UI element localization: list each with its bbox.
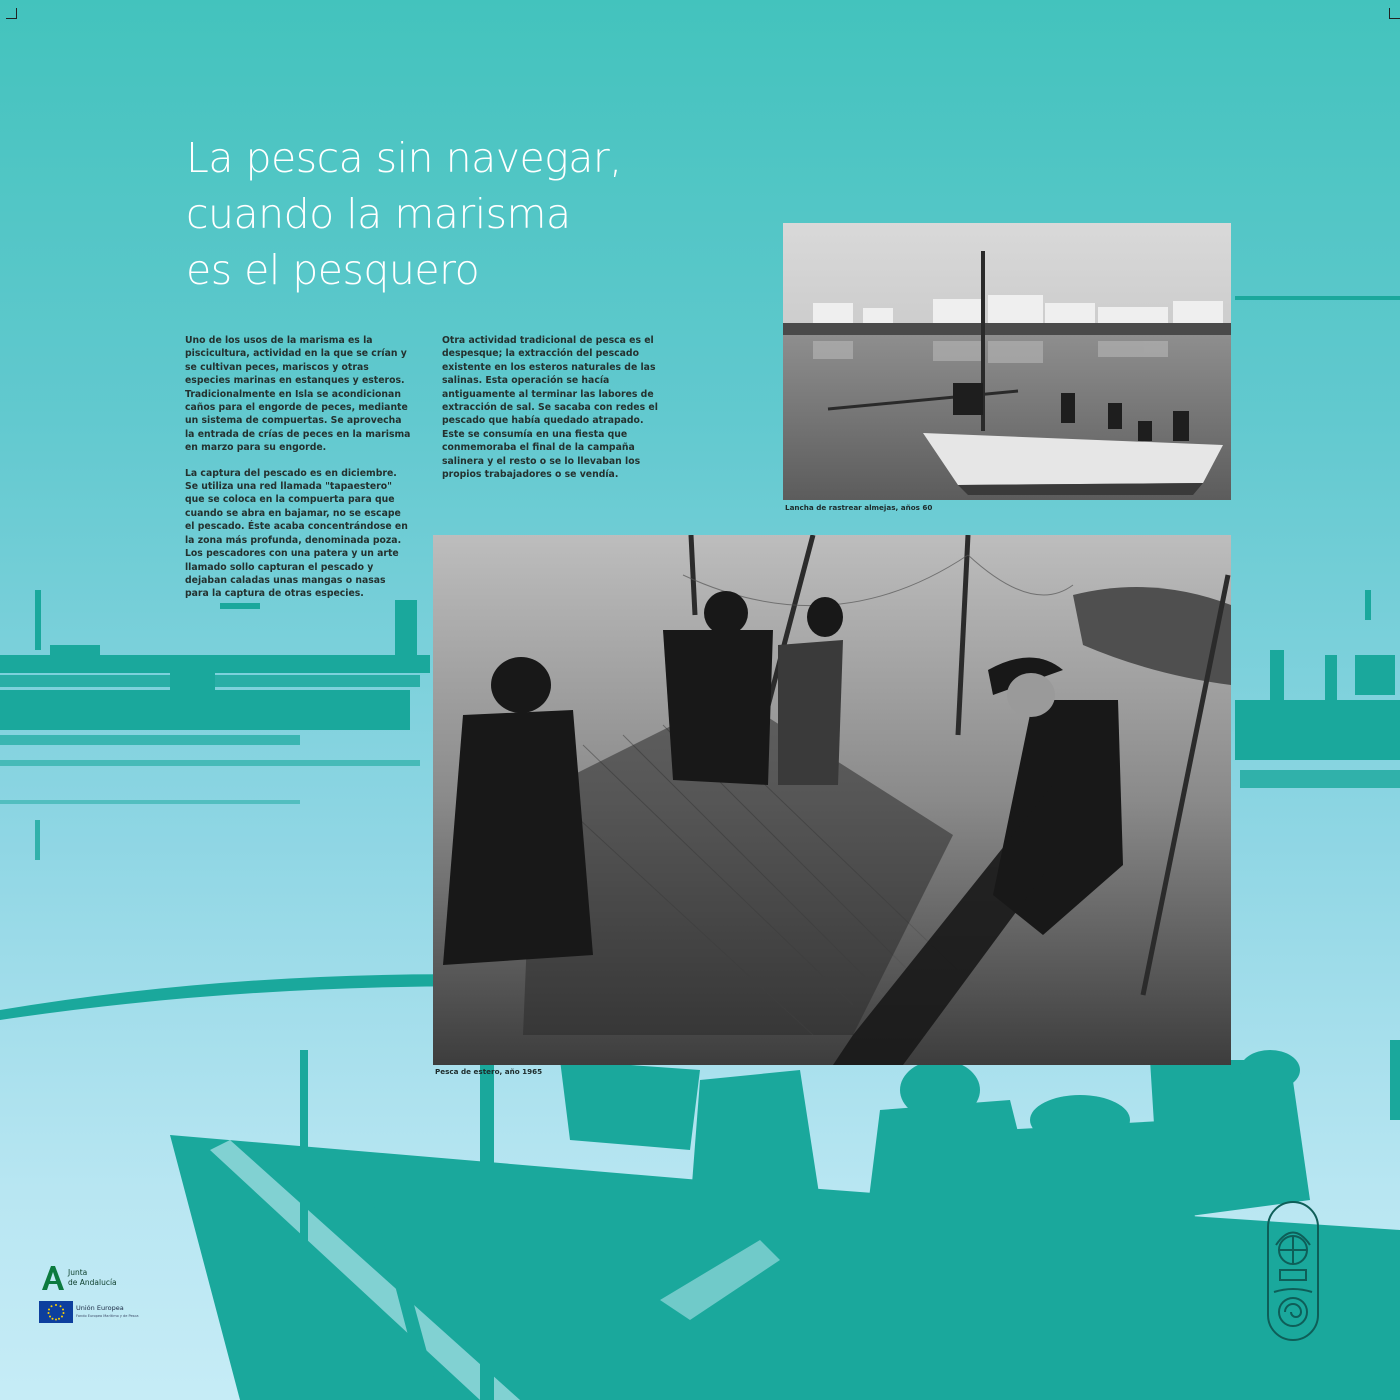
paragraph: Otra actividad tradicional de pesca es el despesque; la extracción del pescado existente en los esteros naturales de las salinas. Esta operación se hacía antiguamente al terminar las labores de extracción de sal. Se sacaba con redes el pescado que había quedado atrapado. Este se consumía en una fiesta que conmemoraba el final de la campaña salinera y el resto o se lo llevaban los propios trabajadores o se vendía.	[442, 335, 658, 481]
heraldic-emblem-icon	[1266, 1200, 1320, 1342]
title-line-3: es el pesquero	[186, 246, 480, 294]
eu-flag-icon	[39, 1301, 73, 1323]
photo-estuary-fishing	[433, 535, 1231, 1065]
text-column-right	[442, 334, 668, 493]
junta-a-icon	[40, 1264, 66, 1292]
paragraph: Uno de los usos de la marisma es la piscicultura, actividad en la que se crían y se cultivan peces, mariscos y otras especies marinas en estanques y esteros. Tradicionalmente en Isla se acondicionan caños para el engorde de peces, mediante un sistema de compuertas. Se aprovecha la entrada de crías de peces en la marisma en marzo para su engorde.	[185, 335, 411, 454]
text-column-left	[185, 334, 411, 613]
junta-name-line2: de Andalucía	[68, 1278, 117, 1287]
photo-caption: Pesca de estero, año 1965	[435, 1067, 543, 1076]
eu-logo	[39, 1301, 139, 1323]
eu-fund-name: Fondo Europeo Marítimo y de Pesca	[76, 1314, 139, 1318]
title-line-2: cuando la marisma	[186, 190, 571, 238]
title-line-1: La pesca sin navegar,	[186, 134, 622, 182]
crop-mark-top-right	[1389, 8, 1400, 19]
photo-clam-boat	[783, 223, 1231, 500]
paragraph: La captura del pescado es en diciembre. Se utiliza una red llamada "tapaestero" que se coloca en la compuerta para que cuando se abra en bajamar, no se escape el pescado. Éste acaba concentrándose en la zona más profunda, denominada poza. Los pescadores con una patera y un arte llamado sollo capturan el pescado y dejaban caladas unas mangas o nasas para la captura de otras especies.	[185, 467, 408, 600]
eu-name: Unión Europea	[76, 1304, 124, 1312]
photo-caption: Lancha de rastrear almejas, años 60	[785, 503, 933, 512]
junta-andalucia-logo	[40, 1264, 117, 1292]
junta-name-line1: Junta	[68, 1268, 88, 1277]
panel-title	[186, 130, 746, 298]
crop-mark-top-left	[6, 8, 17, 19]
